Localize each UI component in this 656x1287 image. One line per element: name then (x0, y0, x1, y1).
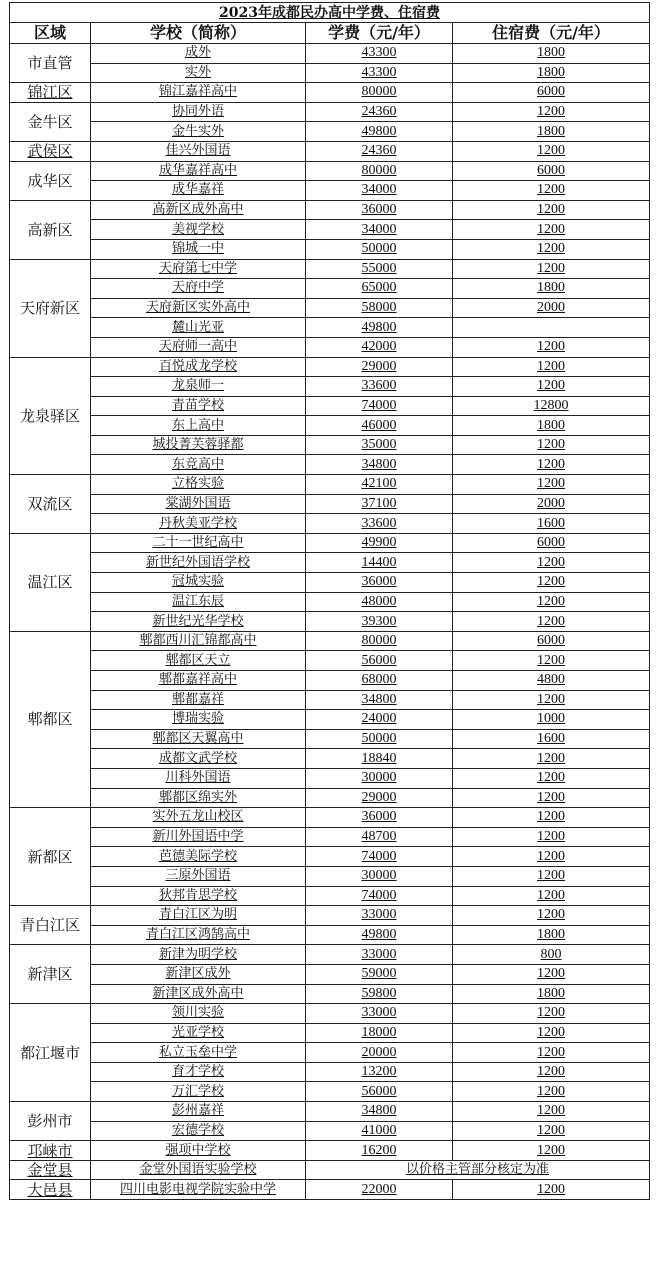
school-cell: 郫都区绵实外 (91, 788, 306, 808)
boarding-cell: 1200 (453, 964, 650, 984)
tuition-cell: 34800 (306, 455, 453, 475)
table-row (10, 1141, 650, 1161)
school-cell: 光亚学校 (91, 1023, 306, 1043)
table-row (10, 886, 650, 906)
tuition-cell: 33000 (306, 906, 453, 926)
district-cell: 天府新区 (10, 259, 91, 357)
tuition-cell: 56000 (306, 651, 453, 671)
boarding-cell: 1600 (453, 729, 650, 749)
school-cell: 东上高中 (91, 416, 306, 436)
tuition-cell: 68000 (306, 671, 453, 691)
school-cell: 博瑞实验 (91, 710, 306, 730)
school-cell: 郫都区天立 (91, 651, 306, 671)
boarding-cell: 4800 (453, 671, 650, 691)
tuition-cell: 80000 (306, 631, 453, 651)
school-cell: 郫都嘉祥 (91, 690, 306, 710)
table-row (10, 1102, 650, 1122)
tuition-cell: 39300 (306, 612, 453, 632)
district-cell: 成华区 (10, 161, 91, 200)
boarding-cell: 1200 (453, 553, 650, 573)
tuition-cell: 48700 (306, 827, 453, 847)
tuition-cell: 18840 (306, 749, 453, 769)
school-cell: 新津区成外 (91, 964, 306, 984)
boarding-cell: 1200 (453, 239, 650, 259)
table-row (10, 749, 650, 769)
school-cell: 狄邦肯思学校 (91, 886, 306, 906)
school-cell: 协同外语 (91, 102, 306, 122)
tuition-cell: 42000 (306, 337, 453, 357)
school-cell: 东竞高中 (91, 455, 306, 475)
district-cell: 市直管 (10, 44, 91, 83)
table-row (10, 690, 650, 710)
header-boarding: 住宿费（元/年） (453, 23, 650, 44)
boarding-cell: 1200 (453, 475, 650, 495)
table-row (10, 768, 650, 788)
tuition-cell: 33000 (306, 1004, 453, 1024)
tuition-cell: 58000 (306, 298, 453, 318)
tuition-cell: 49900 (306, 533, 453, 553)
title-row (10, 3, 650, 23)
tuition-cell: 33600 (306, 377, 453, 397)
tuition-cell: 50000 (306, 239, 453, 259)
boarding-cell (453, 318, 650, 338)
tuition-cell: 29000 (306, 788, 453, 808)
school-cell: 佳兴外国语 (91, 141, 306, 161)
boarding-cell: 1200 (453, 612, 650, 632)
boarding-cell: 1200 (453, 1141, 650, 1161)
tuition-cell: 33000 (306, 945, 453, 965)
tuition-cell: 30000 (306, 866, 453, 886)
school-cell: 天府新区实外高中 (91, 298, 306, 318)
district-cell: 龙泉驿区 (10, 357, 91, 475)
boarding-cell: 1200 (453, 592, 650, 612)
school-cell: 百悦成龙学校 (91, 357, 306, 377)
district-cell: 温江区 (10, 533, 91, 631)
table-row (10, 1062, 650, 1082)
school-cell: 新津区成外高中 (91, 984, 306, 1004)
table-row (10, 396, 650, 416)
tuition-cell: 43300 (306, 44, 453, 64)
table-row (10, 1023, 650, 1043)
tuition-cell: 42100 (306, 475, 453, 495)
table-row (10, 44, 650, 64)
table-row (10, 475, 650, 495)
table-row (10, 964, 650, 984)
table-row (10, 141, 650, 161)
table-row (10, 553, 650, 573)
school-cell: 郫都西川汇锦都高中 (91, 631, 306, 651)
tuition-cell: 24360 (306, 141, 453, 161)
table-row (10, 102, 650, 122)
table-row (10, 710, 650, 730)
school-cell: 天府师一高中 (91, 337, 306, 357)
tuition-cell: 34800 (306, 1102, 453, 1122)
tuition-cell: 35000 (306, 435, 453, 455)
tuition-cell: 20000 (306, 1043, 453, 1063)
table-row (10, 671, 650, 691)
table-row (10, 1180, 650, 1200)
table-row (10, 945, 650, 965)
header-school: 学校（简称） (91, 23, 306, 44)
fees-table (9, 2, 650, 1200)
table-row (10, 83, 650, 103)
boarding-cell: 1200 (453, 377, 650, 397)
boarding-cell: 6000 (453, 533, 650, 553)
table-row (10, 1004, 650, 1024)
boarding-cell: 1200 (453, 1023, 650, 1043)
boarding-cell: 1200 (453, 1082, 650, 1102)
school-cell: 锦江嘉祥高中 (91, 83, 306, 103)
boarding-cell: 1200 (453, 337, 650, 357)
boarding-cell: 1800 (453, 44, 650, 64)
school-cell: 郫都区天翼高中 (91, 729, 306, 749)
district-cell: 邛崃市 (10, 1141, 91, 1161)
school-cell: 宏德学校 (91, 1121, 306, 1141)
table-row (10, 788, 650, 808)
district-cell: 新都区 (10, 808, 91, 906)
school-cell: 冠城实验 (91, 573, 306, 593)
boarding-cell: 1200 (453, 357, 650, 377)
tuition-cell: 16200 (306, 1141, 453, 1161)
school-cell: 美视学校 (91, 220, 306, 240)
tuition-cell: 49800 (306, 318, 453, 338)
table-row (10, 181, 650, 201)
boarding-cell: 1200 (453, 1062, 650, 1082)
school-cell: 天府中学 (91, 279, 306, 299)
district-cell: 彭州市 (10, 1102, 91, 1141)
tuition-cell: 36000 (306, 808, 453, 828)
table-row (10, 866, 650, 886)
table-row (10, 494, 650, 514)
school-cell: 金牛实外 (91, 122, 306, 142)
tuition-cell: 14400 (306, 553, 453, 573)
table-body (10, 44, 650, 1200)
district-cell: 高新区 (10, 200, 91, 259)
boarding-cell: 1200 (453, 1121, 650, 1141)
school-cell: 芭德美际学校 (91, 847, 306, 867)
boarding-cell: 1200 (453, 573, 650, 593)
boarding-cell: 1200 (453, 181, 650, 201)
tuition-cell: 24000 (306, 710, 453, 730)
district-cell: 金牛区 (10, 102, 91, 141)
table-row (10, 984, 650, 1004)
header-district: 区域 (10, 23, 91, 44)
table-row (10, 631, 650, 651)
boarding-cell: 6000 (453, 161, 650, 181)
boarding-cell: 1200 (453, 200, 650, 220)
tuition-cell: 22000 (306, 1180, 453, 1200)
boarding-cell: 1800 (453, 63, 650, 83)
table-row (10, 259, 650, 279)
school-cell: 新川外国语中学 (91, 827, 306, 847)
boarding-cell: 1800 (453, 122, 650, 142)
table-row (10, 925, 650, 945)
tuition-cell: 59000 (306, 964, 453, 984)
boarding-cell: 1200 (453, 788, 650, 808)
school-cell: 成华嘉祥高中 (91, 161, 306, 181)
boarding-cell: 6000 (453, 83, 650, 103)
table-row (10, 377, 650, 397)
district-cell: 大邑县 (10, 1180, 91, 1200)
boarding-cell: 1200 (453, 827, 650, 847)
table-title: 2023年成都民办高中学费、住宿费 (10, 3, 650, 23)
school-cell: 强项中学校 (91, 1141, 306, 1161)
school-cell: 彭州嘉祥 (91, 1102, 306, 1122)
district-cell: 青白江区 (10, 906, 91, 945)
tuition-cell: 34000 (306, 181, 453, 201)
table-row (10, 847, 650, 867)
school-cell: 实外五龙山校区 (91, 808, 306, 828)
boarding-cell: 1200 (453, 1004, 650, 1024)
district-cell: 锦江区 (10, 83, 91, 103)
school-cell: 金堂外国语实验学校 (91, 1160, 306, 1180)
tuition-cell: 65000 (306, 279, 453, 299)
school-cell: 城投菁芙蓉驿都 (91, 435, 306, 455)
school-cell: 立格实验 (91, 475, 306, 495)
boarding-cell: 1200 (453, 906, 650, 926)
boarding-cell: 1600 (453, 514, 650, 534)
boarding-cell: 1000 (453, 710, 650, 730)
school-cell: 新世纪外国语学校 (91, 553, 306, 573)
table-row (10, 573, 650, 593)
boarding-cell: 1200 (453, 847, 650, 867)
boarding-cell: 1200 (453, 259, 650, 279)
tuition-cell: 48000 (306, 592, 453, 612)
tuition-cell: 74000 (306, 847, 453, 867)
tuition-cell: 46000 (306, 416, 453, 436)
boarding-cell: 1200 (453, 102, 650, 122)
table-row (10, 1160, 650, 1180)
tuition-cell: 80000 (306, 83, 453, 103)
tuition-cell: 41000 (306, 1121, 453, 1141)
header-tuition: 学费（元/年） (306, 23, 453, 44)
boarding-cell: 1800 (453, 279, 650, 299)
table-row (10, 122, 650, 142)
tuition-cell: 59800 (306, 984, 453, 1004)
school-cell: 四川电影电视学院实验中学 (91, 1180, 306, 1200)
boarding-cell: 12800 (453, 396, 650, 416)
table-row (10, 63, 650, 83)
tuition-cell: 43300 (306, 63, 453, 83)
table-row (10, 1121, 650, 1141)
tuition-cell: 74000 (306, 886, 453, 906)
boarding-cell: 1200 (453, 866, 650, 886)
school-cell: 育才学校 (91, 1062, 306, 1082)
school-cell: 三原外国语 (91, 866, 306, 886)
boarding-cell: 1200 (453, 435, 650, 455)
school-cell: 天府第七中学 (91, 259, 306, 279)
boarding-cell: 1200 (453, 1180, 650, 1200)
table-row (10, 435, 650, 455)
school-cell: 川科外国语 (91, 768, 306, 788)
school-cell: 领川实验 (91, 1004, 306, 1024)
boarding-cell: 1200 (453, 1102, 650, 1122)
table-row (10, 161, 650, 181)
boarding-cell: 1200 (453, 690, 650, 710)
school-cell: 新津为明学校 (91, 945, 306, 965)
table-row (10, 651, 650, 671)
tuition-cell: 37100 (306, 494, 453, 514)
district-cell: 双流区 (10, 475, 91, 534)
tuition-cell: 33600 (306, 514, 453, 534)
school-cell: 新世纪光华学校 (91, 612, 306, 632)
table-row (10, 220, 650, 240)
school-cell: 龙泉师一 (91, 377, 306, 397)
tuition-cell: 74000 (306, 396, 453, 416)
boarding-cell: 1200 (453, 455, 650, 475)
school-cell: 私立玉垒中学 (91, 1043, 306, 1063)
district-cell: 武侯区 (10, 141, 91, 161)
table-row (10, 906, 650, 926)
school-cell: 实外 (91, 63, 306, 83)
boarding-cell: 1800 (453, 416, 650, 436)
school-cell: 锦城一中 (91, 239, 306, 259)
table-row (10, 533, 650, 553)
table-row (10, 612, 650, 632)
school-cell: 青白江区为明 (91, 906, 306, 926)
district-cell: 新津区 (10, 945, 91, 1004)
tuition-cell: 56000 (306, 1082, 453, 1102)
tuition-cell: 49800 (306, 925, 453, 945)
school-cell: 成都文武学校 (91, 749, 306, 769)
boarding-cell: 1200 (453, 808, 650, 828)
table-row (10, 592, 650, 612)
boarding-cell: 1200 (453, 1043, 650, 1063)
tuition-cell: 80000 (306, 161, 453, 181)
boarding-cell: 1800 (453, 984, 650, 1004)
table-row (10, 279, 650, 299)
tuition-cell: 18000 (306, 1023, 453, 1043)
school-cell: 成华嘉祥 (91, 181, 306, 201)
header-row (10, 23, 650, 44)
boarding-cell: 1200 (453, 141, 650, 161)
boarding-cell: 1800 (453, 925, 650, 945)
boarding-cell: 1200 (453, 886, 650, 906)
school-cell: 二十一世纪高中 (91, 533, 306, 553)
table-row (10, 239, 650, 259)
boarding-cell: 2000 (453, 494, 650, 514)
school-cell: 棠湖外国语 (91, 494, 306, 514)
tuition-cell: 55000 (306, 259, 453, 279)
school-cell: 青白江区鸿鹄高中 (91, 925, 306, 945)
table-row (10, 1082, 650, 1102)
table-row (10, 455, 650, 475)
school-cell: 温江东辰 (91, 592, 306, 612)
tuition-cell: 13200 (306, 1062, 453, 1082)
school-cell: 成外 (91, 44, 306, 64)
tuition-cell: 34800 (306, 690, 453, 710)
boarding-cell: 1200 (453, 749, 650, 769)
tuition-cell: 29000 (306, 357, 453, 377)
school-cell: 麓山光亚 (91, 318, 306, 338)
tuition-cell: 49800 (306, 122, 453, 142)
table-row (10, 318, 650, 338)
district-cell: 金堂县 (10, 1160, 91, 1180)
boarding-cell: 800 (453, 945, 650, 965)
school-cell: 高新区成外高中 (91, 200, 306, 220)
school-cell: 郫都嘉祥高中 (91, 671, 306, 691)
school-cell: 丹秋美亚学校 (91, 514, 306, 534)
table-row (10, 827, 650, 847)
fee-note-cell: 以价格主管部分核定为准 (306, 1160, 650, 1180)
boarding-cell: 1200 (453, 220, 650, 240)
boarding-cell: 1200 (453, 651, 650, 671)
district-cell: 都江堰市 (10, 1004, 91, 1102)
table-row (10, 200, 650, 220)
tuition-cell: 36000 (306, 200, 453, 220)
table-row (10, 298, 650, 318)
table-row (10, 808, 650, 828)
table-row (10, 416, 650, 436)
district-cell: 郫都区 (10, 631, 91, 807)
table-row (10, 357, 650, 377)
tuition-cell: 30000 (306, 768, 453, 788)
boarding-cell: 6000 (453, 631, 650, 651)
table-row (10, 514, 650, 534)
boarding-cell: 1200 (453, 768, 650, 788)
tuition-cell: 36000 (306, 573, 453, 593)
boarding-cell: 2000 (453, 298, 650, 318)
tuition-cell: 34000 (306, 220, 453, 240)
table-row (10, 729, 650, 749)
school-cell: 青苗学校 (91, 396, 306, 416)
tuition-cell: 50000 (306, 729, 453, 749)
school-cell: 万汇学校 (91, 1082, 306, 1102)
tuition-cell: 24360 (306, 102, 453, 122)
table-row (10, 337, 650, 357)
table-row (10, 1043, 650, 1063)
